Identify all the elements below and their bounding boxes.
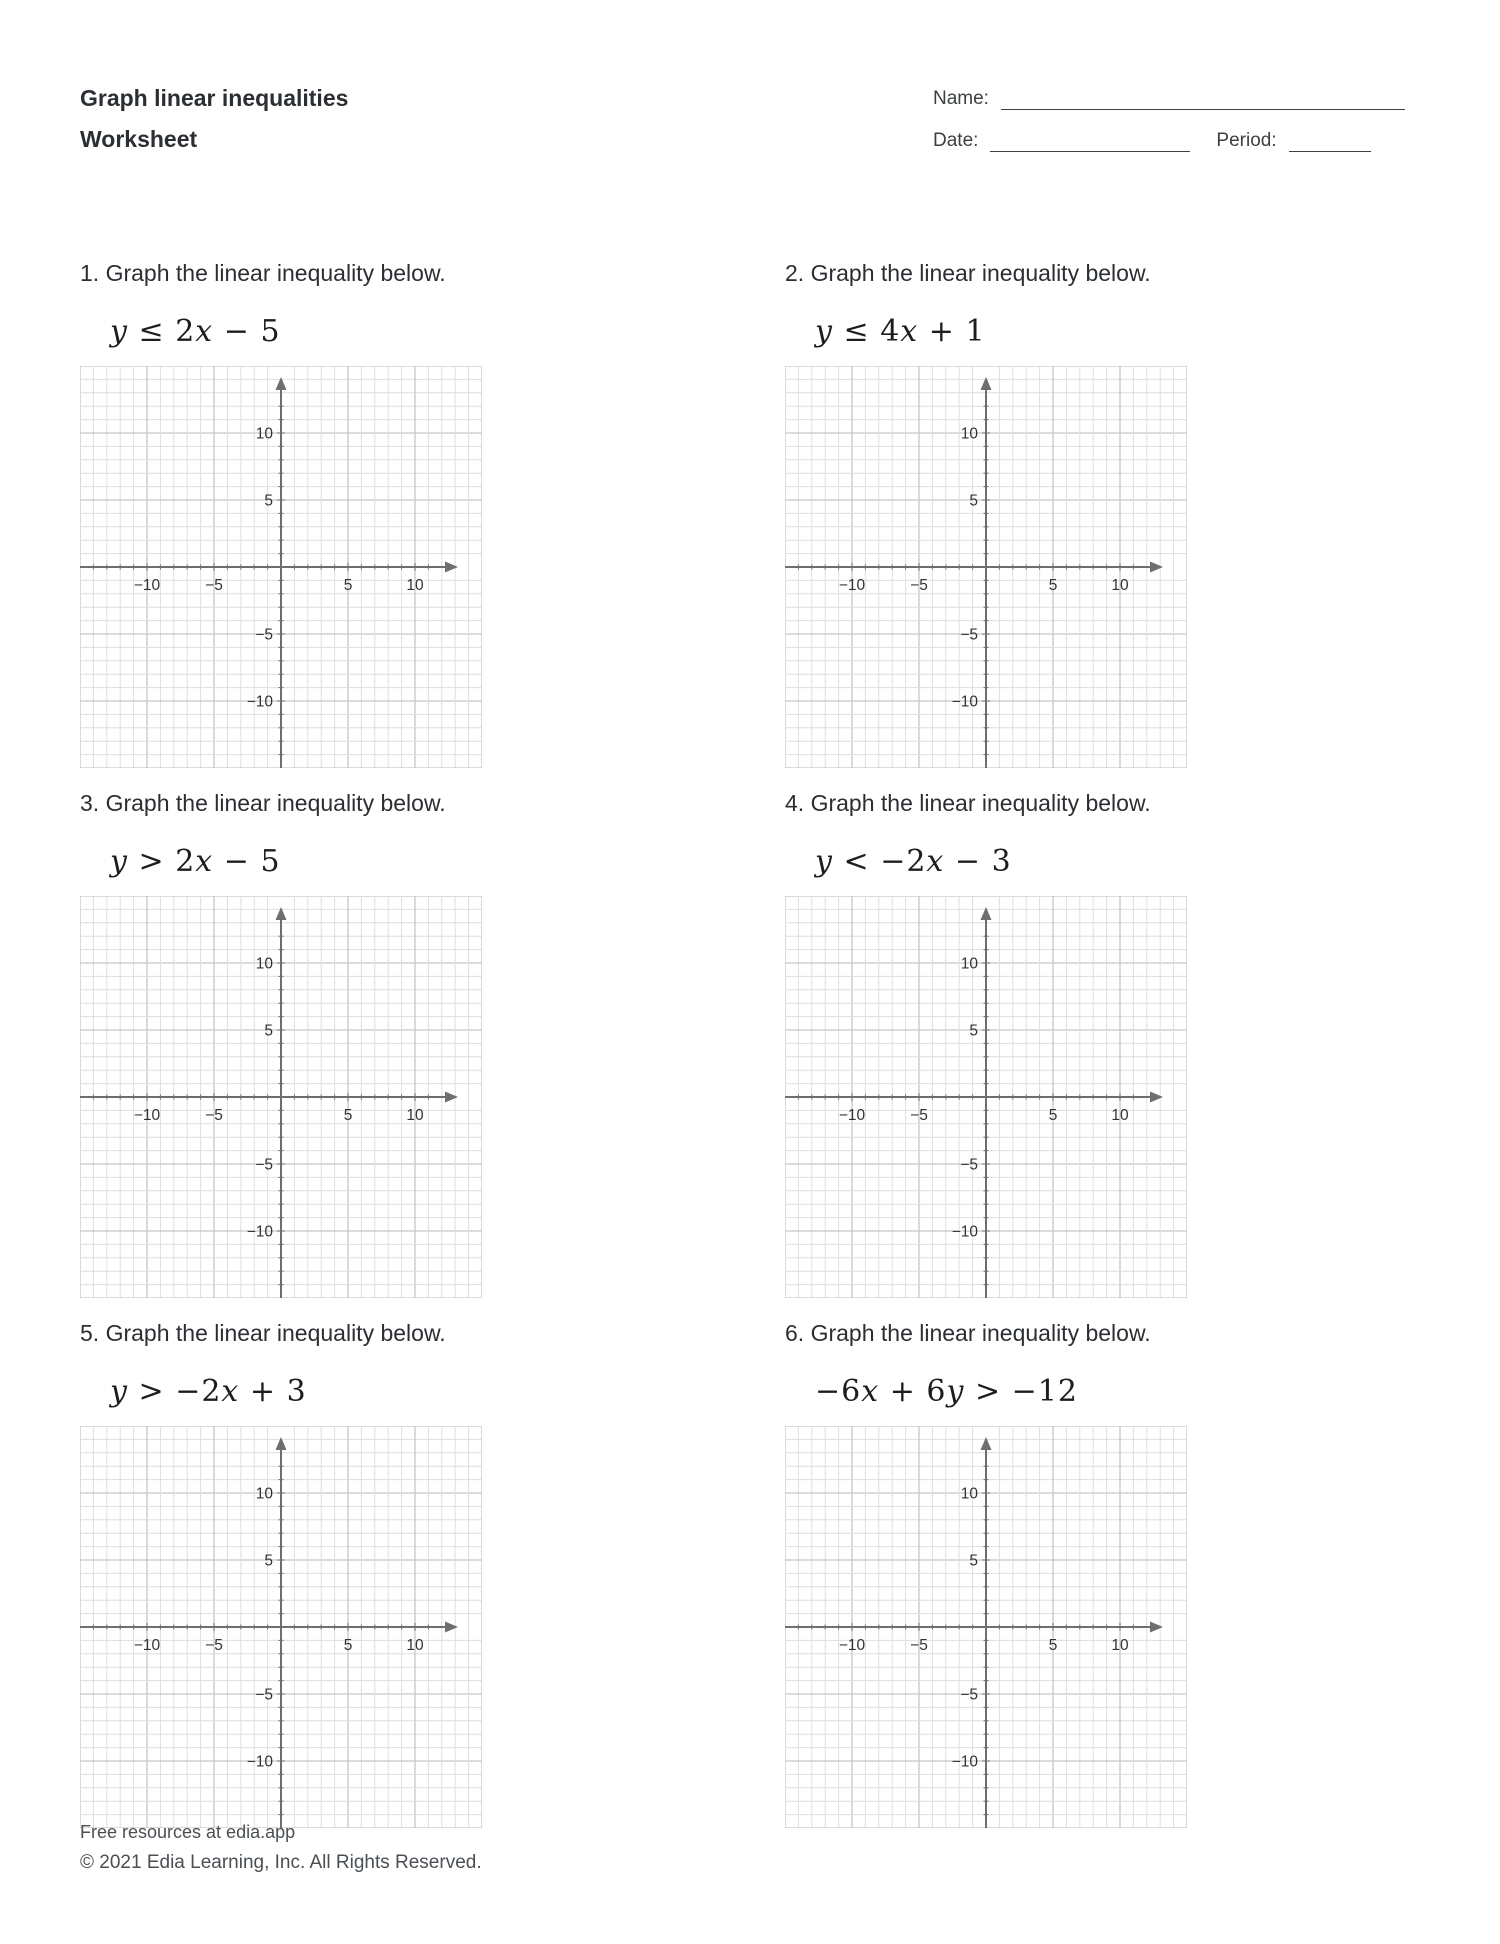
svg-text:−5: −5 [205,1637,223,1654]
problem-prompt: Graph the linear inequality below. [810,260,1151,286]
svg-text:−10: −10 [838,1637,866,1654]
footer-resources-text: Free resources at edia.app [80,1822,296,1842]
svg-text:5: 5 [343,577,353,594]
period-label: Period: [1216,130,1277,151]
inequality-expression: −6x + 6y > −12 [815,1374,1078,1409]
svg-text:−10: −10 [246,1223,273,1241]
svg-text:10: 10 [406,1107,424,1124]
title-line-1: Graph linear inequalities [80,85,349,111]
inequality-expression: y ≤ 4x + 1 [815,314,986,349]
problem-5 [80,1318,785,1848]
coordinate-grid [80,366,482,768]
student-fields [933,88,1405,172]
name-row [933,88,1405,110]
problem-prompt: Graph the linear inequality below. [810,790,1151,816]
date-period-row [933,130,1405,152]
coordinate-grid [80,896,482,1298]
problem-heading [80,258,785,288]
svg-text:10: 10 [1111,1107,1129,1124]
svg-text:10: 10 [255,955,273,973]
svg-text:10: 10 [960,955,978,973]
coordinate-grid [785,896,1187,1298]
problems-grid [80,258,1490,1848]
inequality-expression: y > −2x + 3 [110,1374,307,1409]
problem-number: 4. [785,790,805,816]
svg-text:5: 5 [264,492,273,510]
svg-text:−10: −10 [133,1637,161,1654]
name-label: Name: [933,88,989,109]
svg-text:5: 5 [1048,1107,1058,1124]
coordinate-grid [785,366,1187,768]
problem-heading [785,788,1490,818]
svg-text:−5: −5 [255,1156,273,1174]
svg-text:−10: −10 [246,1753,273,1771]
problem-heading [785,258,1490,288]
svg-text:−10: −10 [951,1753,978,1771]
svg-text:5: 5 [1048,1637,1058,1654]
problem-4 [785,788,1490,1318]
svg-text:10: 10 [255,425,273,443]
problem-number: 1. [80,260,100,286]
date-label: Date: [933,130,979,151]
svg-text:5: 5 [343,1637,353,1654]
problem-number: 5. [80,1320,100,1346]
date-blank-line [990,131,1190,152]
inequality-expression: y > 2x − 5 [110,844,281,879]
coordinate-grid [80,1426,482,1828]
svg-text:−10: −10 [133,577,161,594]
svg-text:−5: −5 [255,1686,273,1704]
svg-text:−10: −10 [133,1107,161,1124]
svg-text:10: 10 [406,577,424,594]
svg-text:5: 5 [969,1022,978,1040]
problem-number: 2. [785,260,805,286]
svg-text:10: 10 [255,1485,273,1503]
svg-text:−5: −5 [255,626,273,644]
problem-heading [785,1318,1490,1348]
svg-text:−10: −10 [838,1107,866,1124]
svg-text:10: 10 [960,1485,978,1503]
problem-prompt: Graph the linear inequality below. [105,260,446,286]
svg-text:10: 10 [1111,1637,1129,1654]
svg-text:5: 5 [343,1107,353,1124]
svg-text:5: 5 [264,1552,273,1570]
problem-6 [785,1318,1490,1848]
svg-text:−10: −10 [246,693,273,711]
footer-copyright-text: © 2021 Edia Learning, Inc. All Rights Reserved. [80,1852,482,1873]
svg-text:−5: −5 [960,626,978,644]
svg-text:5: 5 [969,1552,978,1570]
period-blank-line [1289,131,1371,152]
svg-text:−10: −10 [838,577,866,594]
svg-text:10: 10 [406,1637,424,1654]
worksheet-title [80,78,348,160]
title-line-2: Worksheet [80,126,198,152]
problem-heading [80,788,785,818]
problem-number: 3. [80,790,100,816]
problem-prompt: Graph the linear inequality below. [105,1320,446,1346]
inequality-expression: y < −2x − 3 [815,844,1012,879]
problem-1 [80,258,785,788]
coordinate-grid [785,1426,1187,1828]
svg-text:−5: −5 [910,1107,928,1124]
svg-text:5: 5 [1048,577,1058,594]
problem-2 [785,258,1490,788]
svg-text:−5: −5 [960,1686,978,1704]
svg-text:−5: −5 [910,1637,928,1654]
problem-heading [80,1318,785,1348]
problem-3 [80,788,785,1318]
svg-text:10: 10 [960,425,978,443]
svg-text:−10: −10 [951,1223,978,1241]
problem-number: 6. [785,1320,805,1346]
svg-text:5: 5 [264,1022,273,1040]
problem-prompt: Graph the linear inequality below. [105,790,446,816]
inequality-expression: y ≤ 2x − 5 [110,314,281,349]
svg-text:−5: −5 [910,577,928,594]
svg-text:10: 10 [1111,577,1129,594]
svg-text:−5: −5 [960,1156,978,1174]
problem-prompt: Graph the linear inequality below. [810,1320,1151,1346]
svg-text:−5: −5 [205,1107,223,1124]
svg-text:−5: −5 [205,577,223,594]
svg-text:−10: −10 [951,693,978,711]
svg-text:5: 5 [969,492,978,510]
footer [80,1820,482,1875]
name-blank-line [1001,89,1405,110]
